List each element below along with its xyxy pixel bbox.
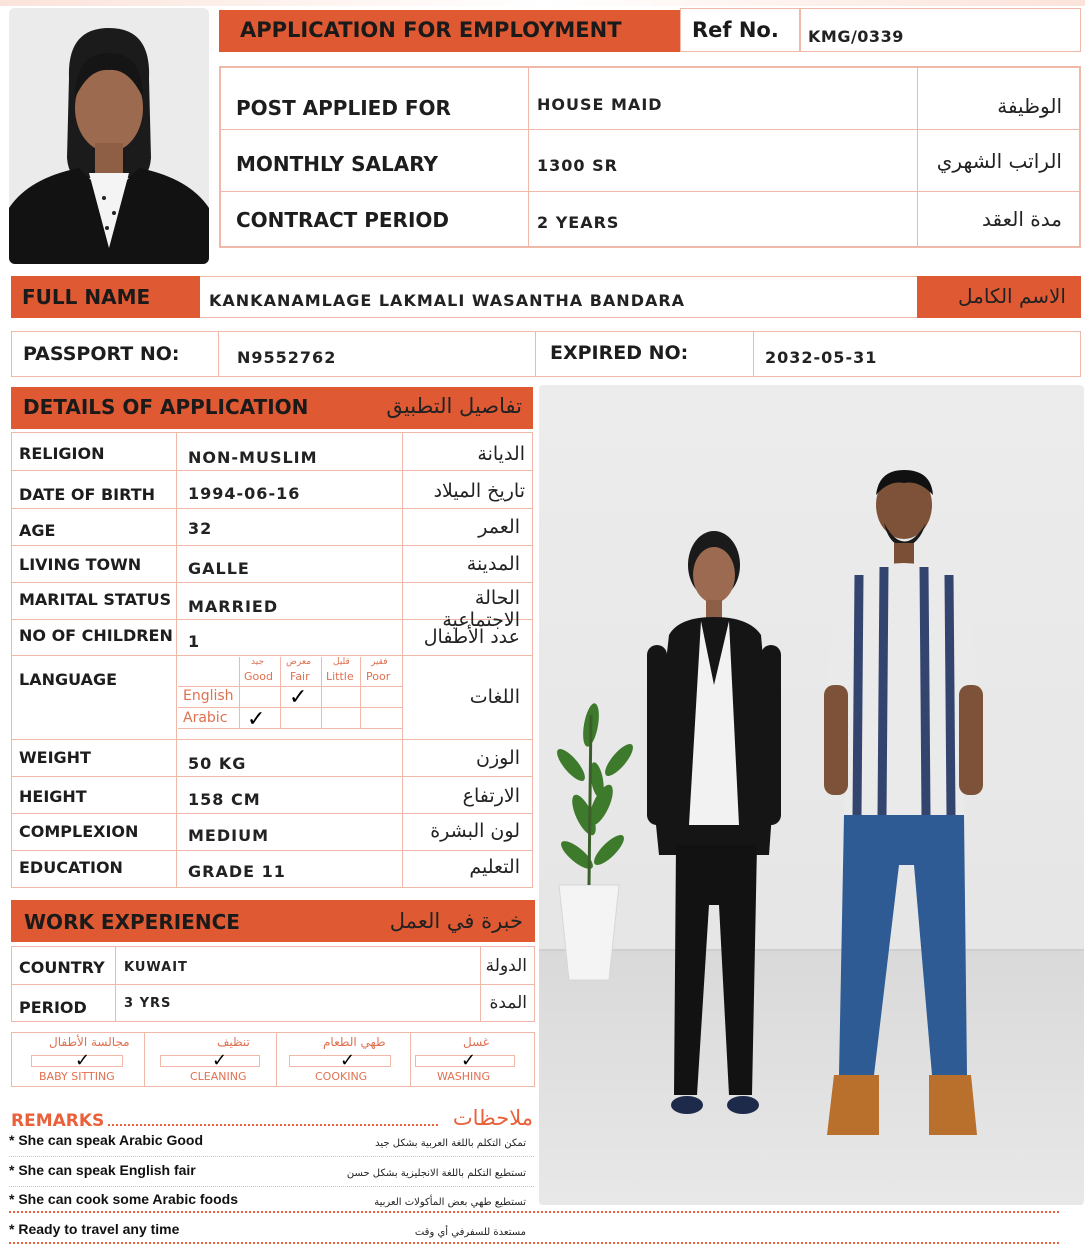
skill-washing [411,1032,535,1087]
remark-en: * Ready to travel any time [9,1221,180,1237]
details-col1 [176,432,177,888]
lang-english: English [183,688,234,704]
children-label: NO OF CHILDREN [19,626,173,645]
row-div [11,582,533,583]
level-little-ar: قليل [333,657,350,667]
work-title: WORK EXPERIENCE [24,910,240,934]
town-ar: المدينة [466,553,520,575]
remarks-dots [108,1124,438,1126]
remark-underline [9,1211,1059,1213]
religion-value: NON-MUSLIM [188,448,318,467]
level-good-ar: جيد [251,657,265,667]
arabic-good-check-icon: ✓ [247,707,266,732]
weight-label: WEIGHT [19,748,91,767]
skill-cooking [277,1032,410,1087]
remark-underline [9,1242,1059,1244]
portrait-photo [9,8,209,264]
post-ar: الوظيفة [997,94,1062,118]
level-little: Little [326,670,354,683]
period-ar: المدة [489,993,527,1013]
country-label: COUNTRY [19,958,105,977]
page-title: APPLICATION FOR EMPLOYMENT [240,18,622,42]
country-value: KUWAIT [124,960,188,975]
skill-baby-sitting [11,1032,144,1087]
salary-ar: الراتب الشهري [936,149,1062,173]
skill-en: COOKING [315,1070,368,1083]
education-label: EDUCATION [19,858,123,877]
weight-ar: الوزن [475,747,520,769]
work-row-div [11,984,535,985]
complexion-value: MEDIUM [188,826,269,845]
skill-cleaning [145,1032,276,1087]
passport-label: PASSPORT NO: [23,343,180,365]
full-name-ar: الاسم الكامل [957,284,1066,308]
top-strip [0,0,1085,6]
contract-value: 2 YEARS [537,213,620,232]
height-label: HEIGHT [19,787,87,806]
ref-value: KMG/0339 [808,27,904,46]
marital-value: MARRIED [188,597,279,616]
country-ar: الدولة [485,956,527,976]
english-fair-check-icon: ✓ [289,685,308,710]
post-divider-v2 [917,68,918,246]
lang-arabic: Arabic [183,710,228,726]
row-div [11,545,533,546]
check-icon: ✓ [212,1050,228,1071]
full-name-label: FULL NAME [22,285,151,309]
complexion-label: COMPLEXION [19,822,139,841]
post-label: POST APPLIED FOR [236,96,451,120]
children-value: 1 [188,632,201,651]
row-div [11,655,533,656]
period-label: PERIOD [19,998,87,1017]
level-good: Good [244,670,273,683]
post-divider-v1 [528,68,529,246]
skill-ar: تنظيف [217,1035,250,1049]
education-ar: التعليم [469,856,520,878]
passport-div2 [535,332,536,376]
full-name-value: KANKANAMLAGE LAKMALI WASANTHA BANDARA [209,291,686,310]
contract-label: CONTRACT PERIOD [236,208,449,232]
passport-value: N9552762 [237,348,337,367]
marital-ar: الحالة الاجتماعية [442,587,520,631]
dob-label: DATE OF BIRTH [19,485,155,504]
remark-ar: تستطيع التكلم باللغة الانجليزية بشكل حسن [346,1168,526,1179]
contract-ar: مدة العقد [982,207,1062,231]
row-div [11,470,533,471]
checkbox [160,1055,260,1067]
remark-ar: تمكن التكلم باللغة العربية بشكل جيد [375,1138,526,1149]
remark-line [9,1131,534,1157]
language-grid [178,657,402,732]
remark-ar: تستطيع طهي بعض المأكولات العربية [374,1197,526,1208]
passport-div1 [218,332,219,376]
remark-line [9,1161,534,1187]
salary-value: 1300 SR [537,156,618,175]
town-label: LIVING TOWN [19,555,142,574]
row-div [11,739,533,740]
post-divider-h2 [221,191,1079,192]
row-div [11,813,533,814]
row-div [11,776,533,777]
language-ar: اللغات [469,686,520,708]
age-label: AGE [19,521,56,540]
remark-en: * She can cook some Arabic foods [9,1191,238,1207]
skill-ar: غسل [463,1035,490,1049]
skill-en: WASHING [437,1070,491,1083]
complexion-ar: لون البشرة [430,820,520,842]
remarks-title: REMARKS [11,1111,105,1131]
period-value: 3 YRS [124,996,172,1011]
salary-label: MONTHLY SALARY [236,152,438,176]
skill-en: BABY SITTING [39,1070,115,1083]
dob-value: 1994-06-16 [188,484,301,503]
marital-label: MARITAL STATUS [19,590,172,609]
level-fair-ar: معرض [286,657,312,667]
weight-value: 50 KG [188,754,247,773]
work-title-ar: خبرة في العمل [389,909,523,933]
religion-label: RELIGION [19,444,105,463]
remarks-title-ar: ملاحظات [452,1106,533,1130]
remark-en: * She can speak English fair [9,1162,196,1178]
post-value: HOUSE MAID [537,95,663,114]
dob-ar: تاريخ الميلاد [433,480,525,502]
ref-label: Ref No. [692,18,779,42]
age-ar: العمر [478,516,520,538]
details-title: DETAILS OF APPLICATION [23,395,309,419]
height-value: 158 CM [188,790,261,809]
education-value: GRADE 11 [188,862,286,881]
town-value: GALLE [188,559,250,578]
check-icon: ✓ [75,1050,91,1071]
expiry-label: EXPIRED NO: [550,342,689,364]
remark-underline [9,1156,534,1157]
row-div [11,850,533,851]
post-divider-h1 [221,129,1079,130]
level-fair: Fair [290,670,310,683]
remark-ar: مستعدة للسفرفي أي وقت [414,1227,526,1238]
check-icon: ✓ [461,1050,477,1071]
row-div [11,508,533,509]
level-poor: Poor [366,670,391,683]
language-label: LANGUAGE [19,670,118,689]
passport-div3 [753,332,754,376]
skill-ar: مجالسة الأطفال [49,1035,130,1049]
children-ar: عدد الأطفال [423,626,520,648]
details-col2 [402,432,403,888]
skill-en: CLEANING [190,1070,247,1083]
skill-ar: طهي الطعام [323,1035,386,1049]
details-title-ar: تفاصيل التطبيق [386,394,522,418]
expiry-value: 2032-05-31 [765,348,878,367]
full-body-photo [539,385,1084,1205]
height-ar: الارتفاع [462,785,520,807]
age-value: 32 [188,519,213,538]
remark-underline [9,1186,534,1187]
remark-en: * She can speak Arabic Good [9,1132,203,1148]
religion-ar: الديانة [477,443,525,465]
check-icon: ✓ [340,1050,356,1071]
level-poor-ar: فقير [371,657,388,667]
